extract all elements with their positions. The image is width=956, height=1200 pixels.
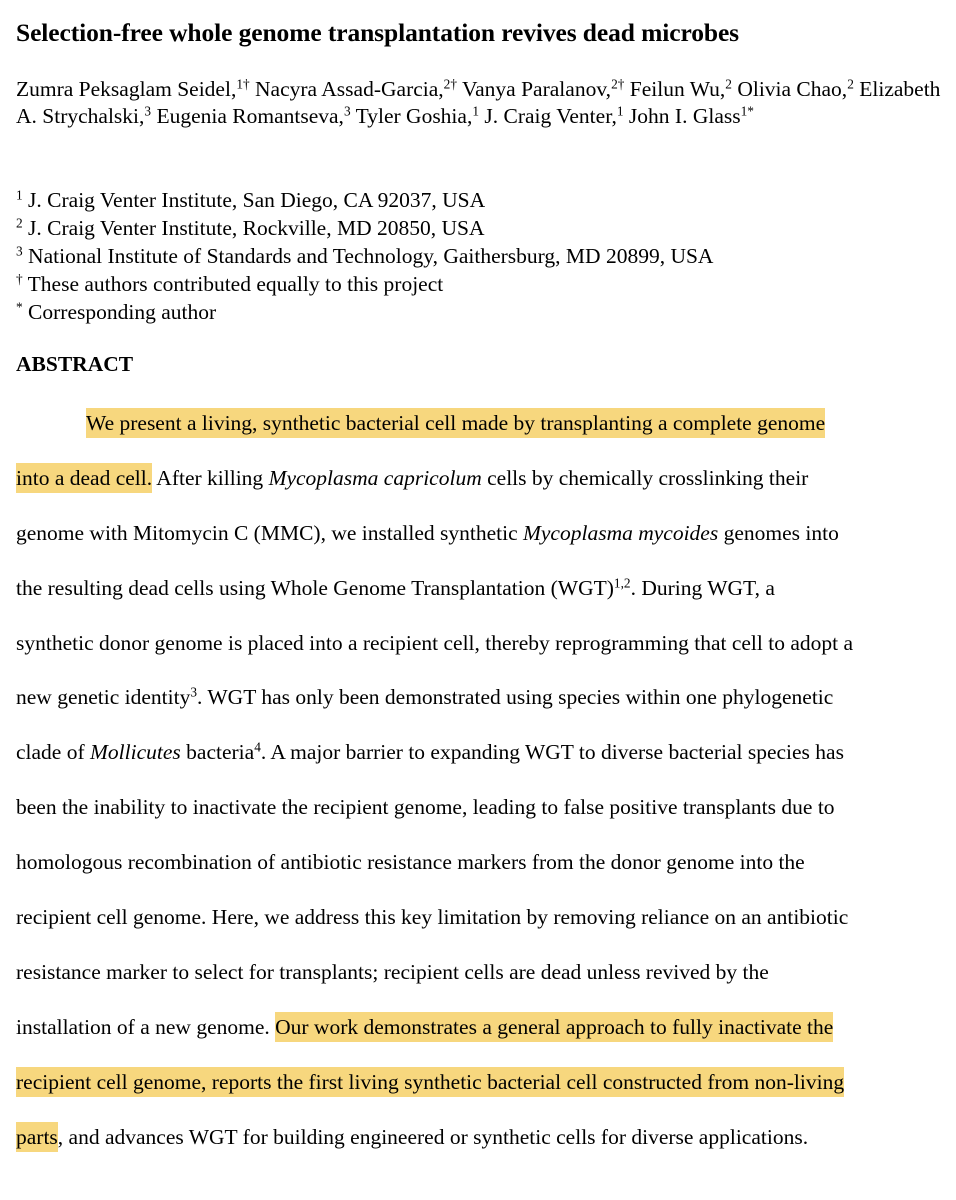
abstract-line: installation of a new genome. Our work demonstrates a general approach to fully inactivate the (16, 1000, 956, 1055)
author-note: * Corresponding author (16, 299, 217, 324)
abstract-line: been the inability to inactivate the recipient genome, leading to false positive transplants due to (16, 795, 835, 820)
affiliation-mark: * (16, 299, 23, 315)
abstract-line: clade of Mollicutes bacteria$^4$. A major barrier to expanding WGT to diverse bacterial species has (16, 740, 844, 765)
author-affiliation-mark: 3 (144, 103, 152, 119)
author-affiliation-mark: 2 (725, 76, 732, 92)
author-affiliation-mark: 1† (236, 76, 250, 92)
author: Feilun Wu,$^2$ (629, 76, 732, 101)
taxon-name: Mollicutes (90, 740, 181, 765)
abstract-line: new genetic identity$^3$. WGT has only been demonstrated using species within one phylogenetic (16, 685, 834, 710)
author: Olivia Chao,$^2$ (737, 76, 854, 101)
author-affiliation-mark: 3 (343, 103, 351, 119)
author-affiliation-mark: 2† (611, 76, 625, 92)
affiliation: $^1$ J. Craig Venter Institute, San Diego, CA 92037, USA (16, 187, 486, 212)
affiliation-mark: † (16, 271, 23, 287)
abstract-line (16, 1055, 956, 1110)
abstract-line: genome with Mitomycin C (MMC), we installed synthetic Mycoplasma mycoides genomes into (16, 520, 839, 545)
author: Nacyra Assad-Garcia,$^{2\dagger}$ (255, 76, 457, 101)
author: John I. Glass$^{1*}$ (628, 103, 754, 128)
affiliation: $^2$ J. Craig Venter Institute, Rockville, MD 20850, USA (16, 215, 485, 240)
affiliation-mark: 1 (16, 187, 23, 203)
abstract-body (16, 396, 956, 1164)
species-name: Mycoplasma capricolum (268, 465, 482, 490)
author: J. Craig Venter,$^1$ (484, 103, 624, 128)
abstract-heading: ABSTRACT (16, 352, 134, 376)
author: Elizabeth A. Strychalski,$^3$ (16, 77, 941, 128)
affiliation-mark: 2 (16, 215, 23, 231)
citation-mark: 4 (254, 740, 261, 756)
species-name: Mycoplasma mycoides (522, 520, 719, 545)
abstract-line: parts, and advances WGT for building engineered or synthetic cells for diverse applications. (16, 1110, 956, 1165)
author-affiliation-mark: 1 (472, 103, 479, 119)
author-note: † These authors contributed equally to this project (16, 271, 444, 296)
citation-mark: 1,2 (613, 575, 631, 591)
abstract-line: recipient cell genome. Here, we address this key limitation by removing reliance on an antibiotic (16, 905, 849, 930)
highlighted-text: We present a living, synthetic bacterial cell made by transplanting a complete genome (86, 408, 825, 438)
affiliation: $^3$ National Institute of Standards and Technology, Gaithersburg, MD 20899, USA (16, 243, 714, 268)
abstract-line: synthetic donor genome is placed into a recipient cell, thereby reprogramming that cell to adopt a (16, 630, 854, 655)
author: Zumra Peksaglam Seidel,$^{1\dagger}$ (16, 76, 250, 101)
abstract-line: into a dead cell. After killing Mycoplasma capricolum cells by chemically crosslinking their (16, 451, 956, 506)
author-affiliation-mark: 1* (740, 103, 754, 119)
author: Vanya Paralanov,$^{2\dagger}$ (462, 76, 625, 101)
highlighted-text: recipient cell genome, reports the first living synthetic bacterial cell constructed from non-living (16, 1067, 844, 1097)
abstract-line: resistance marker to select for transplants; recipient cells are dead unless revived by the (16, 959, 769, 984)
highlighted-text: Our work demonstrates a general approach to fully inactivate the (275, 1012, 833, 1042)
paper-title: Selection-free whole genome transplantation revives dead microbes (16, 18, 739, 47)
citation-mark: 3 (190, 685, 198, 701)
highlighted-text: into a dead cell. (16, 463, 152, 493)
abstract-line (16, 396, 956, 451)
author-affiliation-mark: 1 (616, 103, 624, 119)
abstract-line: homologous recombination of antibiotic resistance markers from the donor genome into the (16, 850, 805, 875)
author-affiliation-mark: 2 (847, 76, 854, 92)
abstract-line: the resulting dead cells using Whole Genome Transplantation (WGT)$^{1,2}$. During WGT, a (16, 575, 775, 600)
highlighted-text: parts (16, 1122, 58, 1152)
affiliation-list (16, 186, 946, 326)
author: Tyler Goshia,$^1$ (355, 103, 479, 128)
author: Eugenia Romantseva,$^3$ (156, 103, 351, 128)
affiliation-mark: 3 (16, 243, 23, 259)
author-list (16, 76, 946, 130)
author-affiliation-mark: 2† (443, 76, 457, 92)
